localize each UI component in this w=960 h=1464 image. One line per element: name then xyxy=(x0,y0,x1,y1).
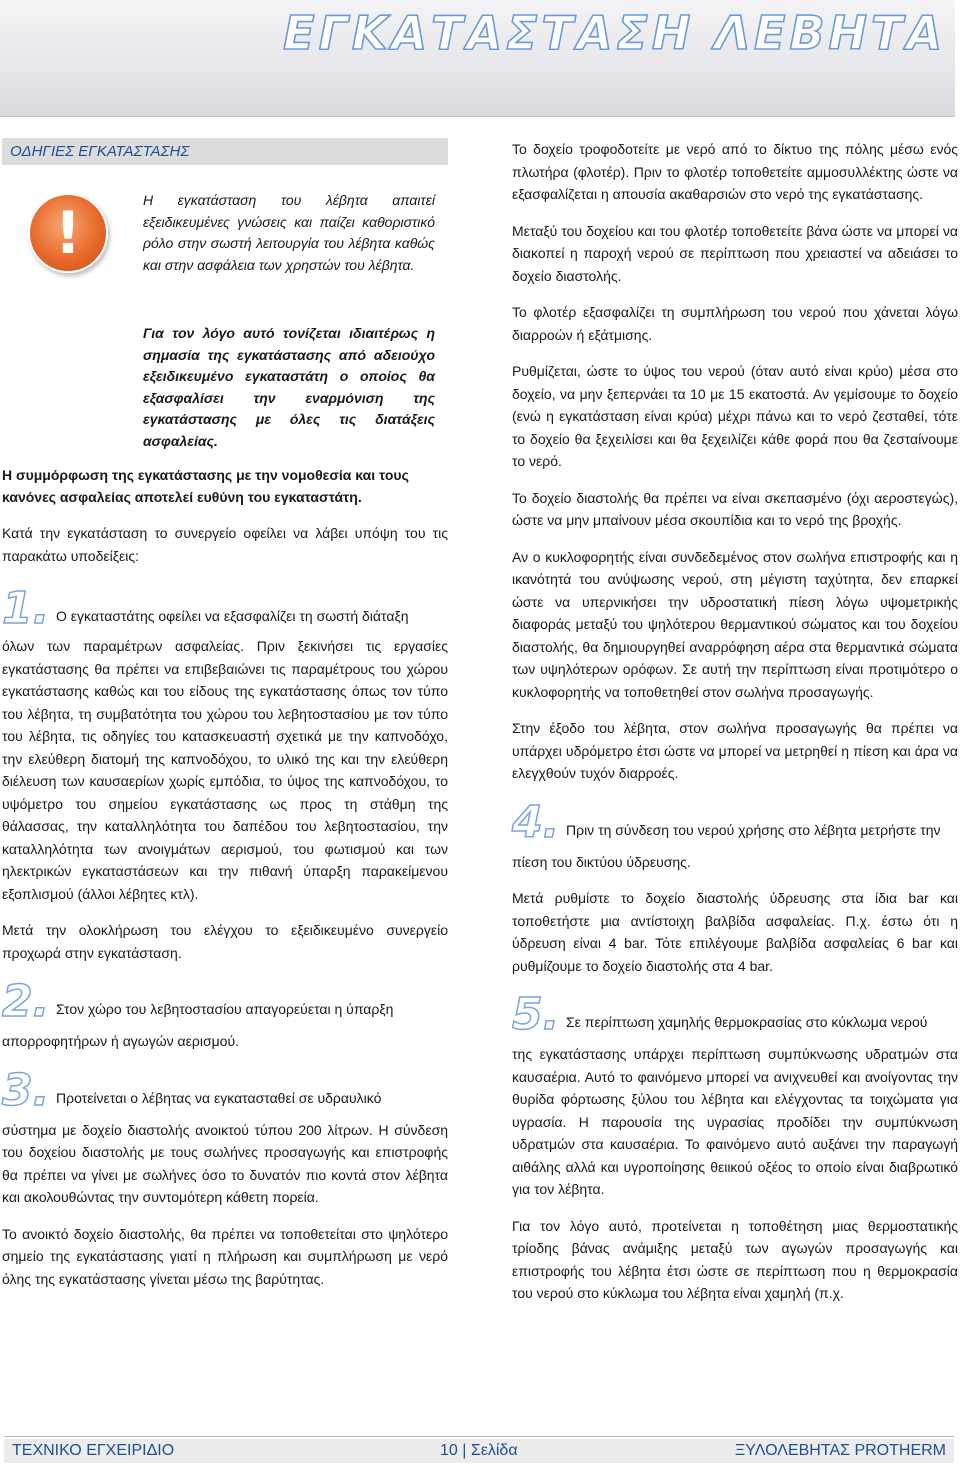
paragraph-valve: Μεταξύ του δοχείου και του φλοτέρ τοποθετείτε βάνα ώστε να μπορεί να διακοπεί η παροχή νερού σε περίπτωση που χρειαστεί να αδειάσει το δοχείο διαστολής. xyxy=(512,222,958,284)
item-5-number: 5. xyxy=(512,989,560,1040)
item-3-lead: Προτείνεται ο λέβητας να εγκατασταθεί σε υδραυλικό xyxy=(56,1089,382,1106)
item-2-body: απορροφητήρων ή αγωγών αερισμού. xyxy=(2,1033,239,1049)
item-4-number: 4. xyxy=(512,796,560,848)
footer-divider xyxy=(4,1436,954,1437)
item-3-number: 3. xyxy=(2,1064,50,1116)
item-3 xyxy=(2,1064,448,1116)
item-5-after: Για τον λόγο αυτό, προτείνεται η τοποθέτηση μιας θερμοστατικής τρίοδης βάνας ανάμιξης μεταξύ των αγωγών προσαγωγής και επιστροφής του λέβητα έτσι ώστε σε περίπτωση που η θερμοκρασία του νερού στο κύκλωμα του λέβητα είναι χαμηλή (π.χ. xyxy=(512,1217,958,1301)
warning-emphasis: Για τον λόγο αυτό τονίζεται ιδιαιτέρως η σημασία της εγκατάστασης από αδειούχο εξειδικευμένο εγκαταστάτη ο οποίος θα εξασφαλίσει την εναρμόνιση της εγκατάστασης με όλες τις διατάξεις ασφαλείας. xyxy=(143,325,435,449)
item-4-lead: Πριν τη σύνδεση του νερού χρήσης στο λέβητα μετρήστε την xyxy=(566,821,941,838)
item-3-body: σύστημα με δοχείο διαστολής ανοικτού τύπου 200 λίτρων. Η σύνδεση του δοχείου διαστολής με τους σωλήνες προσαγωγής και επιστροφής θα πρέπει να γίνει με σωλήνες όσο το δυνατόν πιο κοντά στον λέβητα και ακολουθώντας την συντομότερη κάθετη πορεία. xyxy=(2,1121,448,1205)
item-1-body: όλων των παραμέτρων ασφαλείας. Πριν ξεκινήσει τις εργασίες εγκατάστασης θα πρέπει να επιβεβαιώνει τις παραμέτρους του χώρου εγκατάστασης καθώς και του είδους της εγκατάστασης όπως τον τύπο του λέβητα, τη συμβατότητα του χώρου του λεβητοστασίου με τον τύπο του λέβητα, τις οδηγίες του κατασκευαστή σχετικά με την καπνοδόχο, την ελεύθερη διατομή της καπνοδόχου, το υλικό της και την ελεύθερη διέλευση των καυσαερίων χωρίς εμπόδια, το ύψος της καπνοδόχου, το υψόμετρο του σημείου εγκατάστασης ως προς τη στάθμη της θάλασσας, την καταλληλότητα του δαπέδου του λεβητοστασίου, την καταλληλότητα των ανοιγμάτων αερισμού, του φωτισμού και των ηλεκτρικών εγκαταστάσεων και την πιθανή ύπαρξη παρακείμενου εξοπλισμού (άλλοι λέβητες κτλ). xyxy=(2,638,448,902)
item-4 xyxy=(512,796,958,848)
compliance-note: Η συμμόρφωση της εγκατάστασης με την νομοθεσία και τους κανόνες ασφαλείας αποτελεί ευθύνη του εγκαταστάτη. xyxy=(2,467,409,505)
item-5-body: της εγκατάστασης υπάρχει περίπτωση συμπύκνωσης υδρατμών στα καυσαέρια. Αυτό το φαινόμενο μπορεί να ανιχνευθεί και ανοίγοντας την θυρίδα φόρτωσης ξύλου του λέβητα και ελέγχοντας τα τοιχώματα για υγρασία. Η παρουσία της υγρασίας προδίδει την συμπύκνωση υδρατμών στα καυσαέρια. Το φαινόμενο αυτό αυξάνει την παραγωγή αιθάλης αλλά και υγροποίησης θειικού οξέος το οποίο είναι διαβρωτικό για τον λέβητα. xyxy=(512,1046,958,1197)
item-5 xyxy=(512,989,958,1040)
item-1-after: Μετά την ολοκλήρωση του ελέγχου το εξειδικευμένο συνεργείο προχωρά στην εγκατάσταση. xyxy=(2,922,448,961)
warning-text: Η εγκατάσταση του λέβητα απαιτεί εξειδικευμένες γνώσεις και παίζει καθοριστικό ρόλο στην σωστή λειτουργία του λέβητα καθώς και στην ασφάλεια των χρηστών του λέβητα. xyxy=(143,192,435,273)
item-5-lead: Σε περίπτωση χαμηλής θερμοκρασίας στο κύκλωμα νερού xyxy=(566,1014,928,1030)
intro-paragraph: Κατά την εγκατάσταση το συνεργείο οφείλει να λάβει υπόψη του τις παρακάτω υποδείξεις: xyxy=(2,525,448,564)
paragraph-pump: Αν ο κυκλοφορητής είναι συνδεδεμένος στον σωλήνα επιστροφής και η ικανότητά του ανύψωσης νερού, στη μέγιστη ταχύτητα, δεν επαρκεί ώστε να υπερνικήσει την υδροστατική πίεση λόγω υψομετρικής διαφοράς μεταξύ του ψηλότερου θερμαντικού σώματος και του δοχείου διαστολής, θα δημιουργηθεί αναρρόφηση αέρα στα θερμαντικά σώματα των υψηλότερων ορόφων. Σε αυτή την περίπτωση είναι προτιμότερο ο κυκλοφορητής να τοποθετηθεί στον σωλήνα προσαγωγής. xyxy=(512,548,958,700)
paragraph-gauge: Στην έξοδο του λέβητα, στον σωλήνα προσαγωγής θα πρέπει να υπάρχει υδρόμετρο έτσι ώστε να μπορεί να μετρηθεί η πίεση και άρα να ελεγχθούν τυχόν διαρροές. xyxy=(512,720,958,781)
footer-product-name: ΞΥΛΟΛΕΒΗΤΑΣ PROTHERM xyxy=(734,1442,946,1459)
item-1 xyxy=(2,583,448,634)
item-1-lead: Ο εγκαταστάτης οφείλει να εξασφαλίζει τη σωστή διάταξη xyxy=(56,608,409,624)
paragraph-cover: Το δοχείο διαστολής θα πρέπει να είναι σκεπασμένο (όχι αεροστεγώς), ώστε να μην μπαίνουν μέσα σκουπίδια και το νερό της βροχής. xyxy=(512,489,958,528)
footer-page-number: 10 | Σελίδα xyxy=(440,1442,518,1459)
page-header xyxy=(0,0,960,118)
paragraph-refill: Το φλοτέρ εξασφαλίζει τη συμπλήρωση του νερού που χάνεται λόγω διαρροών ή εξάτμισης. xyxy=(512,304,958,343)
paragraph-level: Ρυθμίζεται, ώστε το ύψος του νερού (όταν αυτό είναι κρύο) μέσα στο δοχείο, να μην ξεπερνάει τα 10 με 15 εκατοστά. Αν γεμίσουμε το δοχείο (ενώ η εγκατάσταση είναι κρύα) μέχρι πάνω και το νερό ζεσταθεί, τότε το δοχείο θα ξεχειλίσει και θα ξεχειλίζει κάθε φορά που θα ζεσταίνουμε το νερό. xyxy=(512,363,958,469)
warning-box xyxy=(2,185,448,295)
item-3-after: Το ανοικτό δοχείο διαστολής, θα πρέπει να τοποθετείται στο ψηλότερο σημείο της εγκατάστασης γιατί η πλήρωση και συμπλήρωση με νερό όλης της εγκατάστασης γίνεται μέσω της βαρύτητας. xyxy=(2,1225,448,1287)
item-4-body: πίεση του δικτύου ύδρευσης. xyxy=(512,853,691,870)
page-title: ΕΓΚΑΤΑΣΤΑΣΗ ΛΕΒΗΤΑ xyxy=(283,6,946,60)
footer-manual-title: ΤΕΧΝΙΚΟ ΕΓΧΕΙΡΙΔΙΟ xyxy=(12,1442,175,1459)
item-1-number: 1. xyxy=(2,583,50,634)
right-column xyxy=(512,138,958,1305)
item-2-lead: Στον χώρο του λεβητοστασίου απαγορεύεται η ύπαρξη xyxy=(56,1001,394,1017)
warning-icon: ! xyxy=(28,193,108,273)
item-2-number: 2. xyxy=(2,976,50,1027)
paragraph-float-valve: Το δοχείο τροφοδοτείτε με νερό από το δίκτυο της πόλης μέσω ενός πλωτήρα (φλοτέρ). Πριν το φλοτέρ τοποθετείτε αμμοσυλλέκτης ώστε να εξασφαλίζεται η απουσία ακαθαρσιών στο νερό της εγκατάστασης. xyxy=(512,141,958,202)
left-column xyxy=(2,138,448,1290)
section-heading: ΟΔΗΓΙΕΣ ΕΓΚΑΤΑΣΤΑΣΗΣ xyxy=(2,138,448,165)
item-2 xyxy=(2,976,448,1027)
item-4-after: Μετά ρυθμίστε το δοχείο διαστολής ύδρευσης στα ίδια bar και τοποθετήστε μια αντίστοιχη βαλβίδα ασφαλείας. Π.χ. έστω ότι η ύδρευση είναι 4 bar. Τότε επιλέγουμε βαλβίδα ασφαλείας 6 bar και ρυθμίζουμε το δοχείο διαστολής στα 4 bar. xyxy=(512,890,958,974)
page-footer xyxy=(0,1434,960,1464)
